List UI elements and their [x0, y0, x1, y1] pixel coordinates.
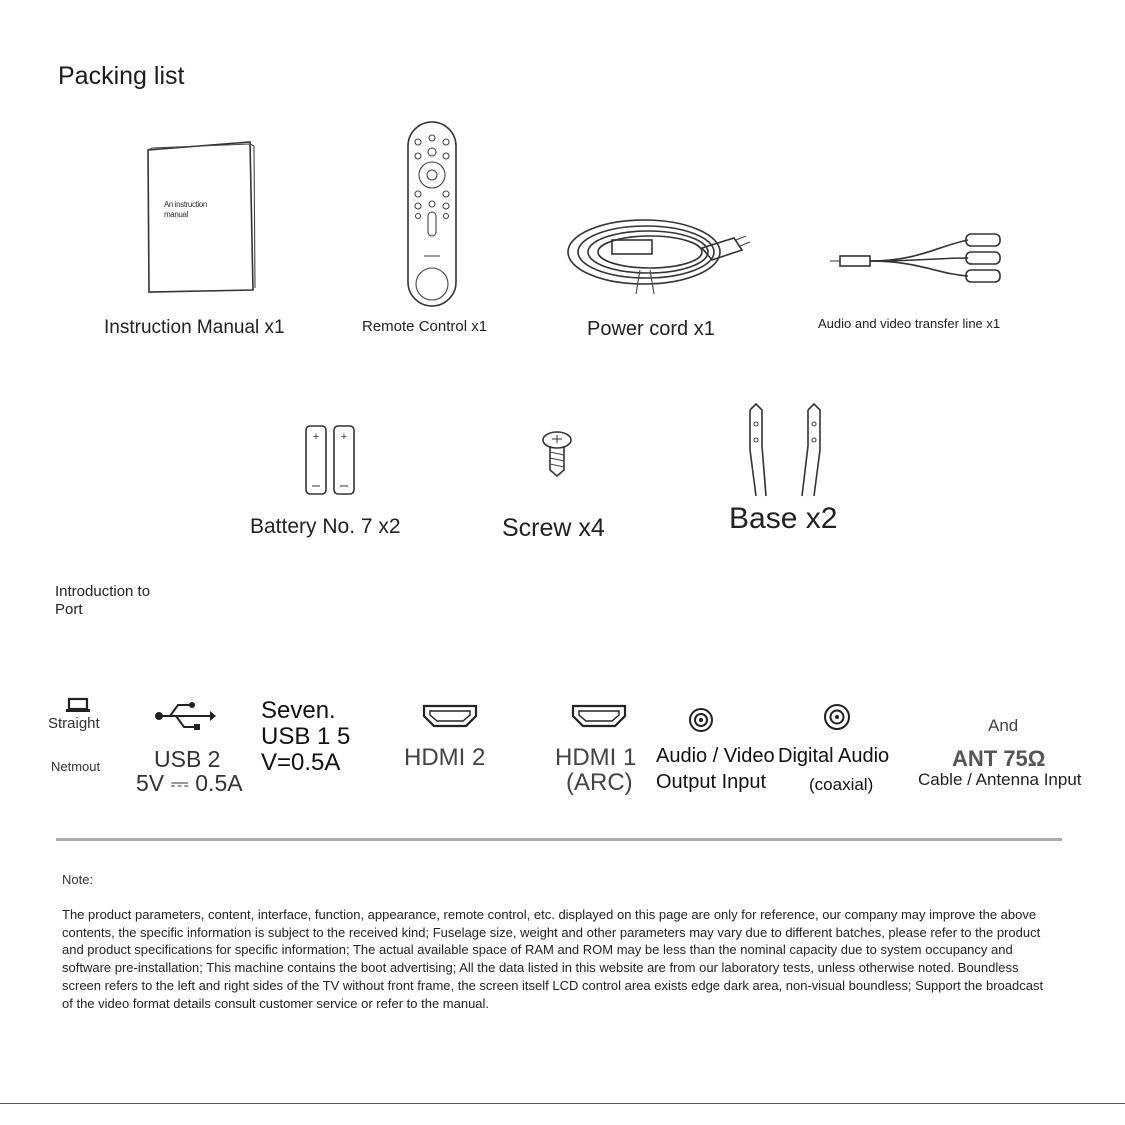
manual-illustration: [140, 140, 260, 300]
ant-label-line1: ANT 75Ω: [952, 746, 1046, 771]
digital-audio-label-line2: (coaxial): [809, 775, 874, 794]
base-illustration: [742, 400, 832, 500]
ports-section-title-line2: Port: [55, 601, 83, 618]
bottom-border: [0, 1103, 1125, 1104]
hdmi2-icon: [422, 704, 478, 728]
digital-audio-label-line1: Digital Audio: [778, 745, 890, 767]
power-cord-illustration: [562, 210, 752, 300]
av-port-label-line2: Output Input: [656, 771, 767, 793]
usb2-label-line1: USB 2: [154, 746, 221, 772]
screw-illustration: [538, 430, 578, 480]
remote-illustration: [404, 118, 464, 308]
hdmi1-icon: [571, 704, 627, 728]
power-cord-label: Power cord x1: [587, 318, 715, 340]
svg-text:+: +: [312, 431, 320, 443]
usb-note-line2: USB 1 5: [261, 723, 351, 750]
ethernet-label-line2: Netmout: [51, 759, 101, 774]
ant-label-line0: And: [988, 716, 1019, 735]
usb-note-line1: Seven.: [261, 697, 336, 724]
hdmi2-label: HDMI 2: [404, 744, 486, 771]
battery-label: Battery No. 7 x2: [250, 515, 401, 538]
usb2-label-line2: 5V ⎓ 0.5A: [136, 770, 243, 796]
ethernet-icon: [66, 698, 90, 714]
coaxial-jack-icon: [823, 703, 851, 731]
usb-icon: [154, 700, 216, 730]
manual-label: Instruction Manual x1: [104, 317, 285, 338]
remote-label: Remote Control x1: [362, 318, 488, 335]
section-divider: [56, 838, 1062, 841]
screw-label: Screw x4: [502, 514, 605, 542]
base-label: Base x2: [729, 502, 838, 535]
rca-jack-icon: [688, 707, 714, 733]
manual-cover-text: An instruction manual: [164, 200, 207, 219]
note-title: Note:: [62, 872, 94, 887]
battery-illustration: [300, 420, 366, 500]
ports-section-title: [55, 583, 150, 619]
ant-label-line2: Cable / Antenna Input: [918, 770, 1082, 789]
page-title: Packing list: [58, 62, 185, 90]
av-line-label: Audio and video transfer line x1: [818, 316, 1001, 331]
av-port-label-line1: Audio / Video: [656, 745, 775, 767]
hdmi1-label-line2: (ARC): [566, 769, 633, 796]
ethernet-label-line1: Straight: [48, 715, 100, 732]
hdmi1-label-line1: HDMI 1: [555, 744, 637, 771]
usb-note: [261, 698, 350, 776]
note-body: The product parameters, content, interface, function, appearance, remote control, etc. displayed on this page are only for reference, our company may improve the above contents, the specific information is subject to the received kind; Fuselage size, weight and other parameters may vary due to different batches, please refer to the product and product specifications for specific information; The actual available space of RAM and ROM may be less than the nominal capacity due to system occupancy and software pre-installation; This machine contains the boot advertising; All the data listed in this website are from our laboratory tests, unless otherwise noted. Boundless screen refers to the left and right sides of the TV without front frame, the screen itself LCD control area exists edge dark area, non-visual boundless; Support the broadcast of the video format details consult customer service or refer to the manual.: [62, 907, 1044, 1011]
usb-note-line3: V=0.5A: [261, 749, 341, 776]
svg-text:+: +: [340, 431, 348, 443]
ports-section-title-line1: Introduction to: [55, 583, 151, 600]
av-line-illustration: [828, 228, 1018, 298]
